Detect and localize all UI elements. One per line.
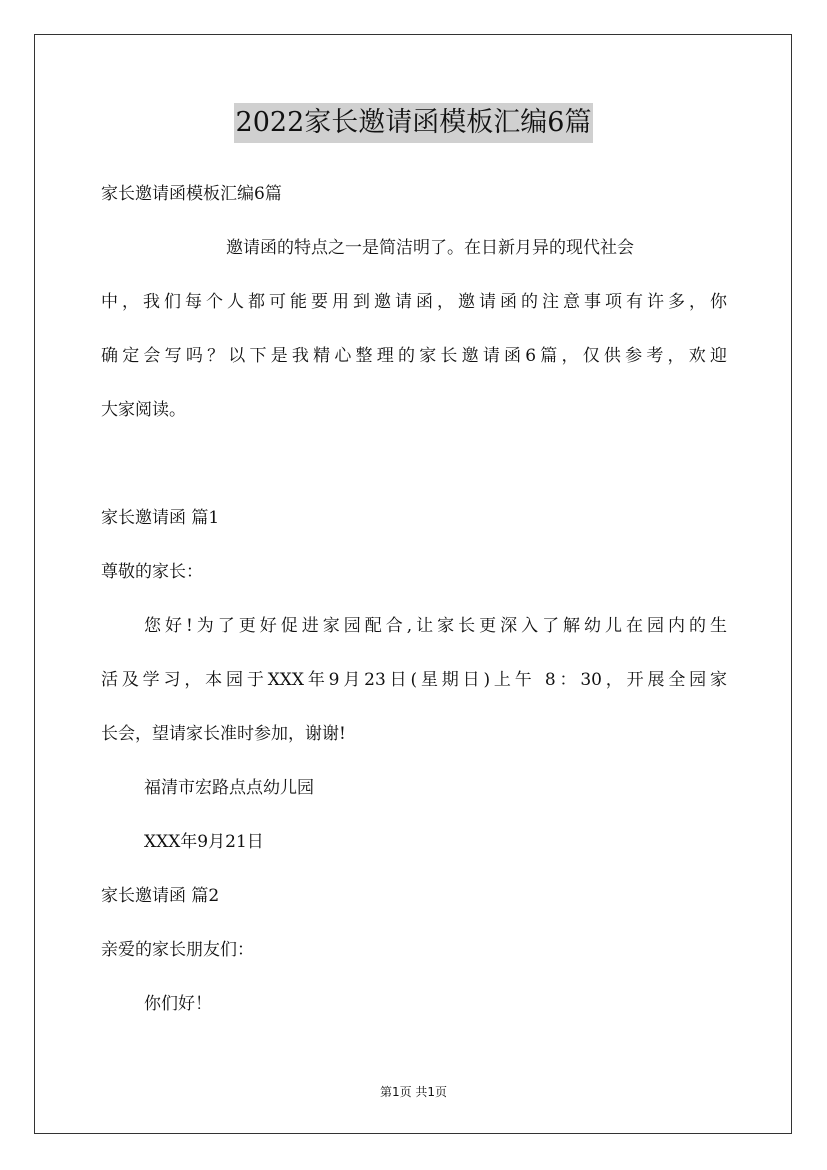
intro-line-4: 大家阅读。 [101,400,186,420]
letter1-body-line-1: 您好!为了更好促进家园配合,让家长更深入了解幼儿在园内的生 [144,616,727,636]
letter1-body-line-2: 活及学习，本园于XXX年9月23日(星期日)上午 8：30，开展全园家 [101,670,727,690]
letter2-heading: 家长邀请函 篇2 [101,886,220,906]
letter1-salutation: 尊敬的家长： [101,562,203,582]
letter1-body-line-3: 长会，望请家长准时参加，谢谢! [101,724,346,744]
intro-line-3: 确定会写吗？以下是我精心整理的家长邀请函6篇，仅供参考，欢迎 [101,346,727,366]
letter1-sender: 福清市宏路点点幼儿园 [144,778,314,798]
letter2-salutation: 亲爱的家长朋友们： [101,940,254,960]
page-footer: 第1页 共1页 [379,1085,448,1099]
document-title: 2022家长邀请函模板汇编6篇 [234,103,594,143]
subtitle: 家长邀请函模板汇编6篇 [101,184,282,204]
letter1-heading: 家长邀请函 篇1 [101,508,220,528]
letter1-date: XXX年9月21日 [144,832,264,852]
letter2-greeting: 你们好！ [144,994,212,1014]
intro-line-2: 中，我们每个人都可能要用到邀请函，邀请函的注意事项有许多，你 [101,292,727,312]
intro-line-1: 邀请函的特点之一是简洁明了。在日新月异的现代社会 [226,238,634,258]
document-title-wrap [0,103,827,143]
